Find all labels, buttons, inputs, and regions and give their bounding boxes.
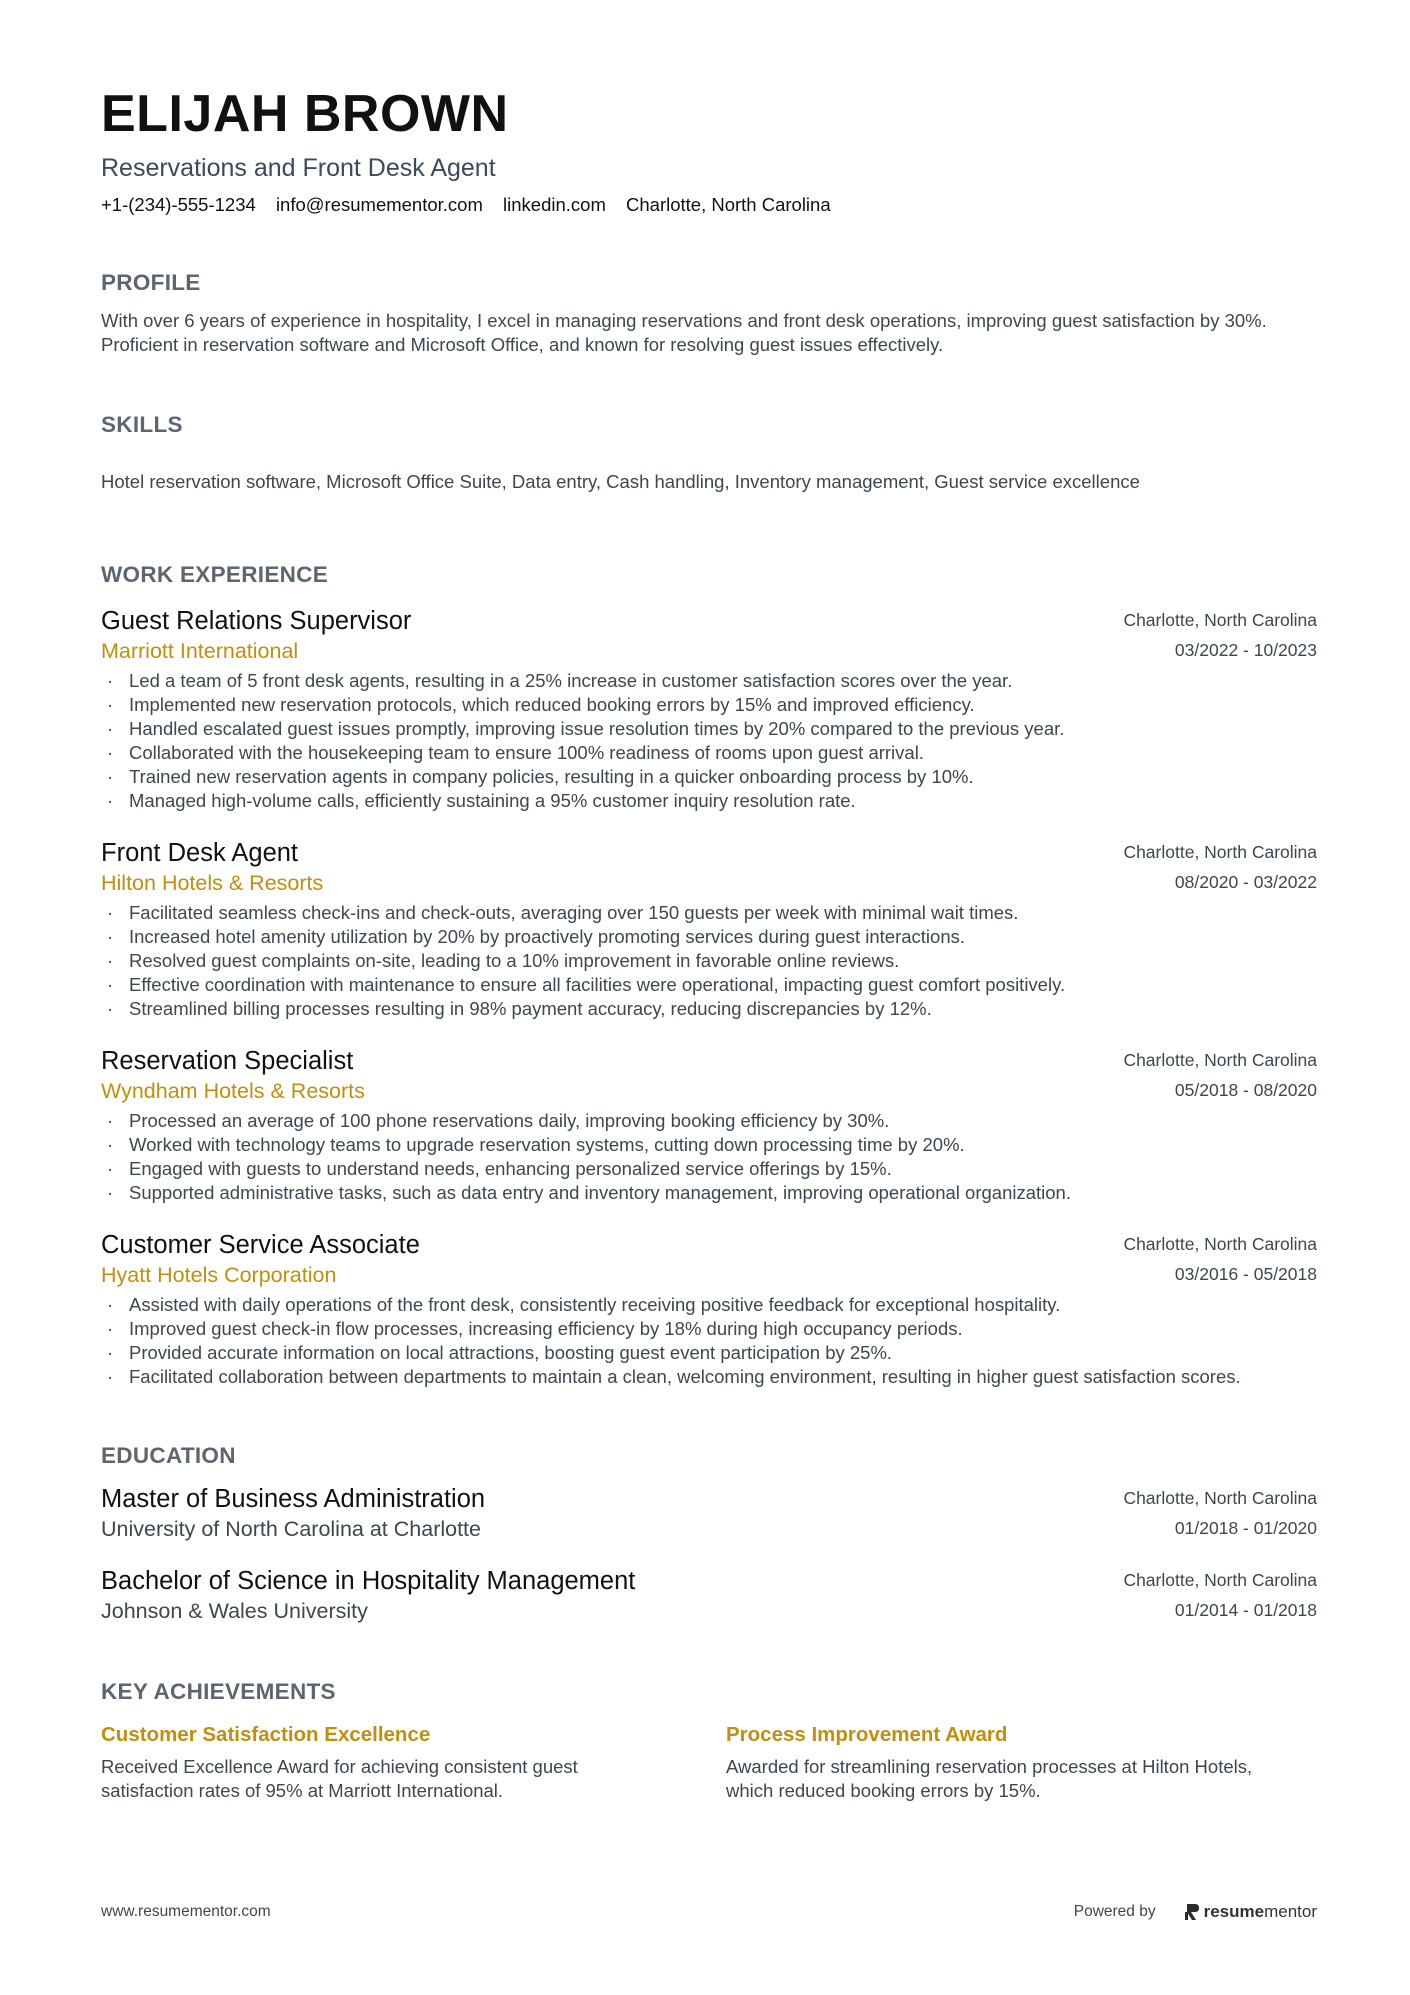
job-bullet: · Trained new reservation agents in company policies, resulting in a quicker onboarding process by 10%. [101,765,1259,789]
job-bullets [101,669,1317,813]
job-location: Charlotte, North Carolina [1123,1234,1317,1254]
job-bullet: · Worked with technology teams to upgrade reservation systems, cutting down processing time by 20%. [101,1133,1259,1157]
brand-name-rest: mentor [1264,1902,1317,1921]
job-company: Hilton Hotels & Resorts [101,871,324,895]
education-entry [101,1565,1317,1625]
job-bullet: · Provided accurate information on local attractions, boosting guest event participation by 25%. [101,1341,1259,1365]
degree-title: Bachelor of Science in Hospitality Management [101,1567,636,1595]
job-company: Hyatt Hotels Corporation [101,1263,337,1287]
job-location: Charlotte, North Carolina [1123,610,1317,630]
achievements-grid [101,1721,1317,1803]
achievement-name: Customer Satisfaction Excellence [101,1723,431,1746]
job-dates: 03/2022 - 10/2023 [1174,640,1317,660]
education-location: Charlotte, North Carolina [1123,1570,1317,1590]
contact-email[interactable]: info@resumementor.com [275,194,483,215]
skills-text: Hotel reservation software, Microsoft Office Suite, Data entry, Cash handling, Inventory management, Guest service excellence [101,471,1140,492]
contact-location: Charlotte, North Carolina [626,194,831,215]
achievement-item [101,1721,641,1803]
school-name: University of North Carolina at Charlotte [101,1517,481,1541]
job-entry [101,837,1317,1021]
job-location: Charlotte, North Carolina [1123,842,1317,862]
job-entry [101,1229,1317,1389]
education-dates: 01/2018 - 01/2020 [1174,1518,1317,1538]
skills-heading: SKILLS [101,412,183,437]
page-footer [101,1902,1317,1922]
achievements-heading: KEY ACHIEVEMENTS [101,1679,336,1704]
job-entry [101,605,1317,813]
job-dates: 08/2020 - 03/2022 [1174,872,1317,892]
job-bullet: · Handled escalated guest issues promptly, improving issue resolution times by 20% compared to the previous year. [101,717,1259,741]
job-bullet: · Implemented new reservation protocols, which reduced booking errors by 15% and improved efficiency. [101,693,1259,717]
candidate-role: Reservations and Front Desk Agent [101,154,496,182]
resume-page [101,78,1317,1803]
job-bullet: · Supported administrative tasks, such as data entry and inventory management, improving operational organization. [101,1181,1259,1205]
footer-branding [1074,1902,1317,1922]
education-heading: EDUCATION [101,1443,236,1468]
job-location: Charlotte, North Carolina [1123,1050,1317,1070]
job-title: Front Desk Agent [101,839,299,867]
job-bullet: · Facilitated seamless check-ins and check-outs, averaging over 150 guests per week with minimal wait times. [101,901,1259,925]
job-dates: 03/2016 - 05/2018 [1174,1264,1317,1284]
job-title: Customer Service Associate [101,1231,420,1259]
footer-website-link[interactable]: www.resumementor.com [101,1903,271,1920]
work-experience-heading: WORK EXPERIENCE [101,562,329,587]
brand-link[interactable] [1184,1902,1317,1922]
job-bullet: · Engaged with guests to understand needs, enhancing personalized service offerings by 15%. [101,1157,1259,1181]
job-bullets [101,901,1317,1021]
contact-phone[interactable]: +1-(234)-555-1234 [101,194,256,215]
brand-name-bold: resume [1203,1902,1265,1921]
contact-linkedin[interactable]: linkedin.com [503,194,606,215]
degree-title: Master of Business Administration [101,1485,486,1513]
job-company: Marriott International [101,639,299,663]
profile-text: With over 6 years of experience in hospitality, I excel in managing reservations and front desk operations, improving guest satisfaction by 30%. Proficient in reservation software and Microsoft Office, and known for resolving guest issues effectively. [101,310,1267,355]
job-bullet: · Collaborated with the housekeeping team to ensure 100% readiness of rooms upon guest arrival. [101,741,1259,765]
job-dates: 05/2018 - 08/2020 [1174,1080,1317,1100]
job-bullet: · Managed high-volume calls, efficiently sustaining a 95% customer inquiry resolution rate. [101,789,1259,813]
job-title: Guest Relations Supervisor [101,607,412,635]
achievement-description: Awarded for streamlining reservation processes at Hilton Hotels, which reduced booking errors by 15%. [726,1756,1253,1801]
job-bullets [101,1293,1317,1389]
job-bullets [101,1109,1317,1205]
powered-by-label: Powered by [1073,1903,1156,1920]
job-entry [101,1045,1317,1205]
job-bullet: · Resolved guest complaints on-site, leading to a 10% improvement in favorable online reviews. [101,949,1259,973]
resumementor-logo-icon [1184,1903,1200,1921]
achievement-description: Received Excellence Award for achieving consistent guest satisfaction rates of 95% at Marriott International. [101,1756,578,1801]
candidate-name: ELIJAH BROWN [101,85,509,143]
job-title: Reservation Specialist [101,1047,354,1075]
job-bullet: · Facilitated collaboration between departments to maintain a clean, welcoming environment, resulting in higher guest satisfaction scores. [101,1365,1259,1389]
job-bullet: · Processed an average of 100 phone reservations daily, improving booking efficiency by 30%. [101,1109,1259,1133]
job-company: Wyndham Hotels & Resorts [101,1079,365,1103]
profile-heading: PROFILE [101,270,201,295]
education-location: Charlotte, North Carolina [1123,1488,1317,1508]
job-bullet: · Streamlined billing processes resulting in 98% payment accuracy, reducing discrepancies by 12%. [101,997,1259,1021]
achievement-name: Process Improvement Award [726,1723,1008,1746]
job-bullet: · Improved guest check-in flow processes, increasing efficiency by 18% during high occupancy periods. [101,1317,1259,1341]
education-entry [101,1483,1317,1543]
contact-line [101,192,1317,218]
job-bullet: · Increased hotel amenity utilization by 20% by proactively promoting services during guest interactions. [101,925,1259,949]
education-dates: 01/2014 - 01/2018 [1174,1600,1317,1620]
job-bullet: · Led a team of 5 front desk agents, resulting in a 25% increase in customer satisfaction scores over the year. [101,669,1259,693]
job-bullet: · Assisted with daily operations of the front desk, consistently receiving positive feedback for exceptional hospitality. [101,1293,1259,1317]
achievement-item [726,1721,1266,1803]
job-bullet: · Effective coordination with maintenance to ensure all facilities were operational, impacting guest comfort positively. [101,973,1259,997]
school-name: Johnson & Wales University [101,1599,368,1623]
